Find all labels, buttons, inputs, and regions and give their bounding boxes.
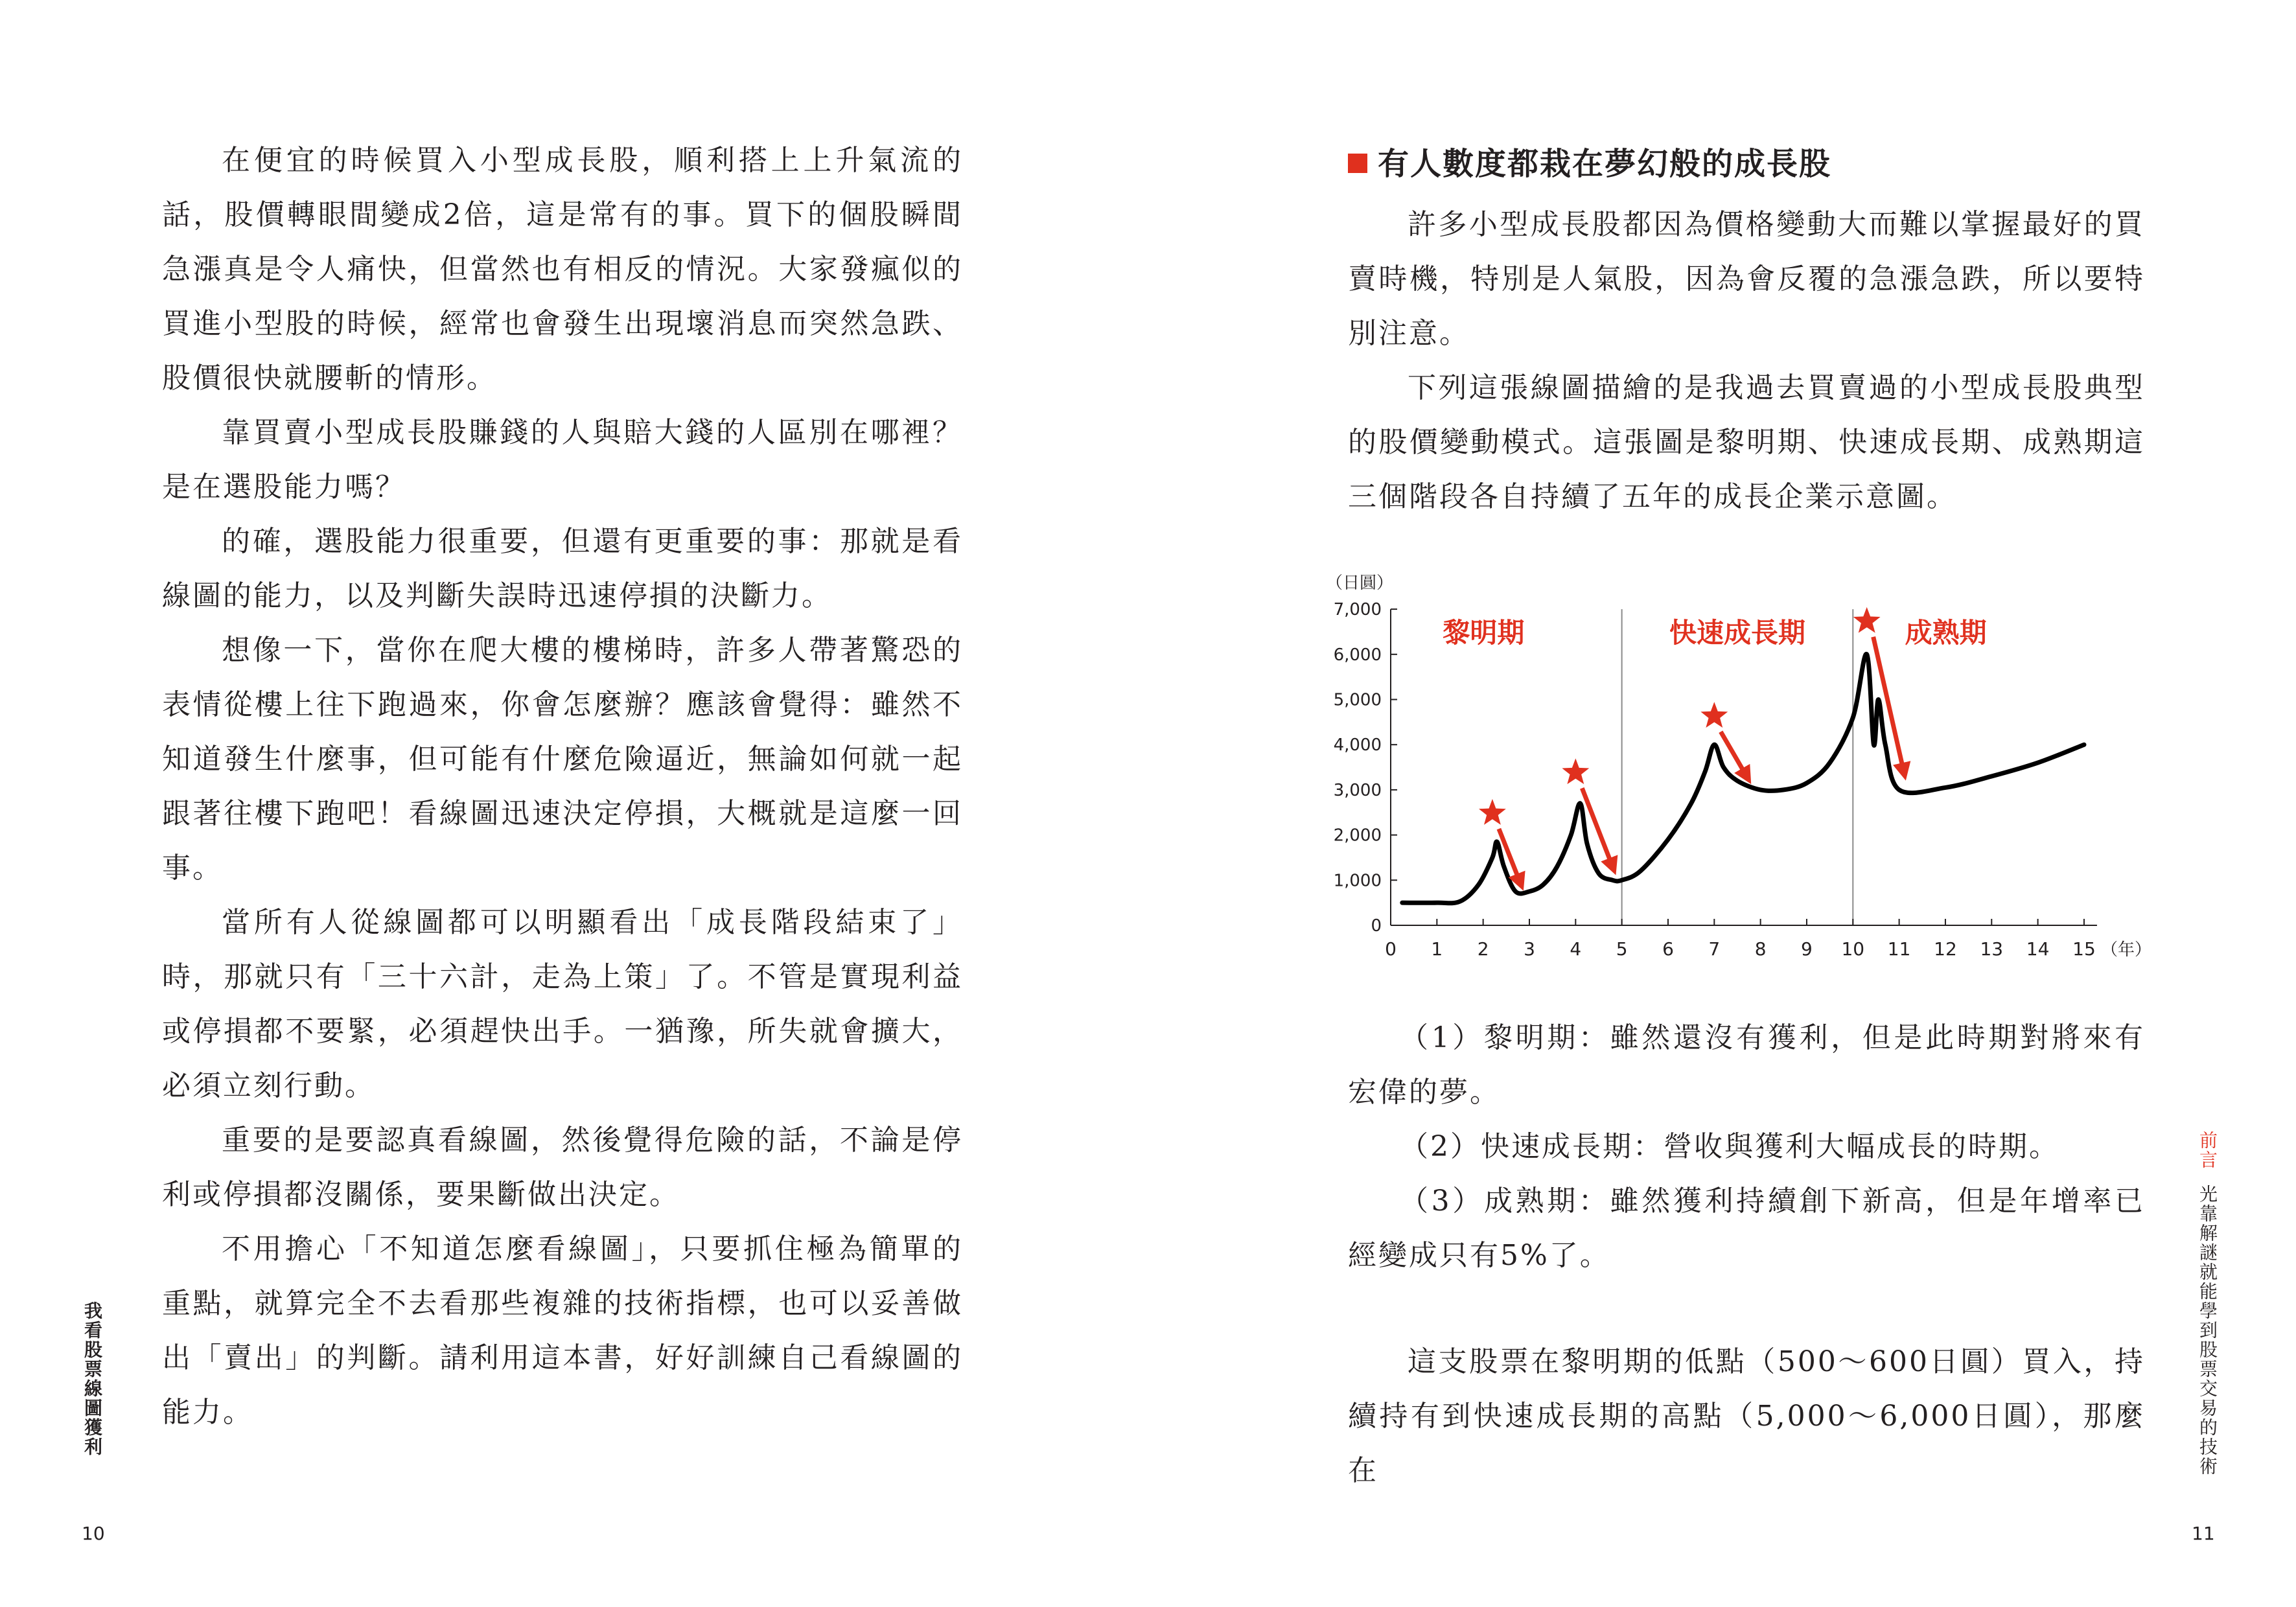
x-tick-label: 0 xyxy=(1385,938,1397,960)
star-icon xyxy=(1853,607,1881,633)
stock-price-chart xyxy=(1322,557,2164,972)
y-axis xyxy=(1334,600,1397,936)
page-number-right: 11 xyxy=(2192,1523,2215,1544)
y-tick-label: 7,000 xyxy=(1333,600,1382,620)
y-axis-unit-label: （日圓） xyxy=(1326,573,1394,593)
star-icon xyxy=(1479,799,1506,825)
x-tick-label: 12 xyxy=(1934,938,1957,960)
x-tick-label: 1 xyxy=(1431,938,1443,960)
phase-labels xyxy=(1443,617,1986,649)
phase-label: 快速成長期 xyxy=(1669,616,1805,649)
x-tick-label: 13 xyxy=(1980,938,2004,960)
x-tick-label: 7 xyxy=(1708,938,1721,960)
x-tick-label: 15 xyxy=(2072,938,2096,960)
intro-paragraph-2: 下列這張線圖描繪的是我過去買賣過的小型成長股典型的股價變動模式。這張圖是黎明期、快速成長期、成熟期這三個階段各自持續了五年的成長企業示意圖。 xyxy=(1348,371,2145,513)
left-paragraph-7: 不用擔心「不知道怎麼看線圖」，只要抓住極為簡單的重點，就算完全不去看那些複雜的技術指標，也可以妥善做出「賣出」的判斷。請利用這本書，好好訓練自己看線圖的能力。 xyxy=(162,1232,963,1429)
x-tick-label: 8 xyxy=(1754,938,1767,960)
x-axis-unit-label: （年） xyxy=(2100,940,2151,960)
y-tick-label: 5,000 xyxy=(1333,690,1382,710)
page-number-left: 10 xyxy=(82,1523,105,1544)
left-paragraph-1: 在便宜的時候買入小型成長股，順利搭上上升氣流的話，股價轉眼間變成2倍，這是常有的事。買下的個股瞬間急漲真是令人痛快，但當然也有相反的情況。大家發瘋似的買進小型股的時候，經常也會發生出現壞消息而突然急跌、股價很快就腰斬的情形。 xyxy=(162,144,963,395)
section-heading-text: 有人數度都栽在夢幻般的成長股 xyxy=(1378,146,1832,182)
left-paragraph-3: 的確，選股能力很重要，但還有更重要的事：那就是看線圖的能力，以及判斷失誤時迅速停損的決斷力。 xyxy=(162,525,963,612)
price-series-line xyxy=(1402,654,2084,903)
square-bullet-icon xyxy=(1348,154,1367,173)
x-tick-label: 9 xyxy=(1801,938,1813,960)
left-paragraph-4: 想像一下，當你在爬大樓的樓梯時，許多人帶著驚恐的表情從樓上往下跑過來，你會怎麼辦？應該會覺得：雖然不知道發生什麼事，但可能有什麼危險逼近，無論如何就一起跟著往樓下跑吧！看線圖迅速決定停損，大概就是這麼一回事。 xyxy=(162,634,963,884)
x-tick-label: 5 xyxy=(1616,938,1628,960)
note-3: （3）成熟期：雖然獲利持續創下新高，但是年增率已經變成只有5%了。 xyxy=(1348,1185,2145,1272)
phase-label: 成熟期 xyxy=(1905,616,1987,649)
section-heading xyxy=(1348,143,1831,185)
closing-paragraph: 這支股票在黎明期的低點（500～600日圓）買入，持續持有到快速成長期的高點（5,000～6,000日圓），那麼在 xyxy=(1348,1345,2145,1487)
y-tick-label: 4,000 xyxy=(1333,735,1382,756)
y-tick-label: 1,000 xyxy=(1333,871,1382,891)
phase-dividers xyxy=(1622,609,1853,925)
intro-paragraph-1: 許多小型成長股都因為價格變動大而難以掌握最好的買賣時機，特別是人氣股，因為會反覆的急漲急跌，所以要特別注意。 xyxy=(1348,208,2145,350)
left-paragraph-2: 靠買賣小型成長股賺錢的人與賠大錢的人區別在哪裡？是在選股能力嗎？ xyxy=(162,416,963,503)
note-1: （1）黎明期：雖然還沒有獲利，但是此時期對將來有宏偉的夢。 xyxy=(1348,1021,2145,1109)
x-tick-label: 11 xyxy=(1887,938,1911,960)
note-2: （2）快速成長期：營收與獲利大幅成長的時期。 xyxy=(1400,1130,2059,1163)
x-tick-label: 3 xyxy=(1524,938,1535,960)
chapter-title-vertical: 光靠解謎就能學到股票交易的技術 xyxy=(2197,1185,2218,1476)
left-paragraph-5: 當所有人從線圖都可以明顯看出「成長階段結束了」時，那就只有「三十六計，走為上策」了。不管是實現利益或停損都不要緊，必須趕快出手。一猶豫，所失就會擴大，必須立刻行動。 xyxy=(162,906,963,1102)
x-tick-label: 14 xyxy=(2026,938,2050,960)
x-axis xyxy=(1385,919,2151,960)
y-tick-label: 6,000 xyxy=(1333,645,1382,665)
left-paragraph-6: 重要的是要認真看線圖，然後覺得危險的話，不論是停利或停損都沒關係，要果斷做出決定。 xyxy=(162,1124,963,1211)
phase-label: 黎明期 xyxy=(1443,616,1525,649)
star-icon xyxy=(1562,758,1589,784)
book-title-vertical: 我看股票線圖獲利 xyxy=(82,1301,103,1457)
chapter-label-vertical: 前言 xyxy=(2197,1131,2218,1170)
y-tick-label: 3,000 xyxy=(1333,780,1382,800)
x-tick-label: 4 xyxy=(1570,938,1582,960)
x-tick-label: 10 xyxy=(1841,938,1865,960)
y-tick-label: 0 xyxy=(1371,916,1382,936)
y-tick-label: 2,000 xyxy=(1333,826,1382,846)
x-tick-label: 2 xyxy=(1477,938,1489,960)
star-icon xyxy=(1700,702,1728,728)
x-tick-label: 6 xyxy=(1662,938,1674,960)
